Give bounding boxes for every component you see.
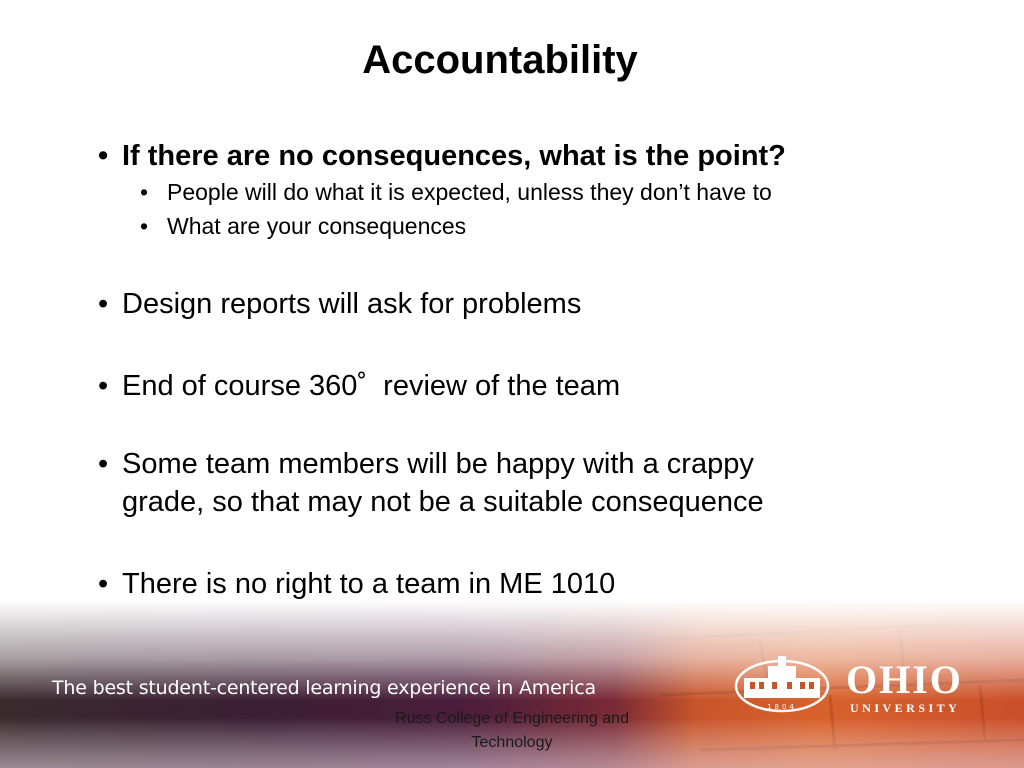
bullet-icon: • — [98, 288, 109, 320]
sub-bullet-text: People will do what it is expected, unless they don’t have to — [167, 179, 772, 205]
seal-year: 1804 — [767, 703, 797, 711]
sub-bullet-text: What are your consequences — [167, 213, 467, 239]
bullet-text: End of course 360˚ review of the team — [122, 370, 621, 402]
bullet-icon: • — [140, 213, 149, 239]
credit-line-1: Russ College of Engineering and — [395, 710, 629, 727]
footer-credit — [362, 707, 662, 755]
bullet-text: There is no right to a team in ME 1010 — [122, 568, 616, 600]
footer-tagline: The best student-centered learning experience in America — [52, 677, 596, 699]
logo-name: OHIO — [846, 657, 963, 702]
bullet-icon: • — [140, 179, 149, 205]
bullet-text: Design reports will ask for problems — [122, 288, 582, 320]
bullet-icon: • — [98, 140, 109, 172]
ohio-university-logo — [846, 657, 963, 716]
university-seal-icon — [732, 650, 832, 716]
credit-line-2: Technology — [471, 734, 553, 751]
slide-title: Accountability — [362, 38, 638, 82]
bullet-text: If there are no consequences, what is the point? — [122, 140, 786, 172]
bullet-icon: • — [98, 568, 109, 600]
bullet-text-line-2: grade, so that may not be a suitable consequence — [122, 486, 764, 518]
bullet-icon: • — [98, 448, 109, 480]
logo-subtitle: UNIVERSITY — [850, 701, 961, 715]
bullet-icon: • — [98, 370, 109, 402]
bullet-text-line-1: Some team members will be happy with a crappy — [122, 448, 754, 480]
